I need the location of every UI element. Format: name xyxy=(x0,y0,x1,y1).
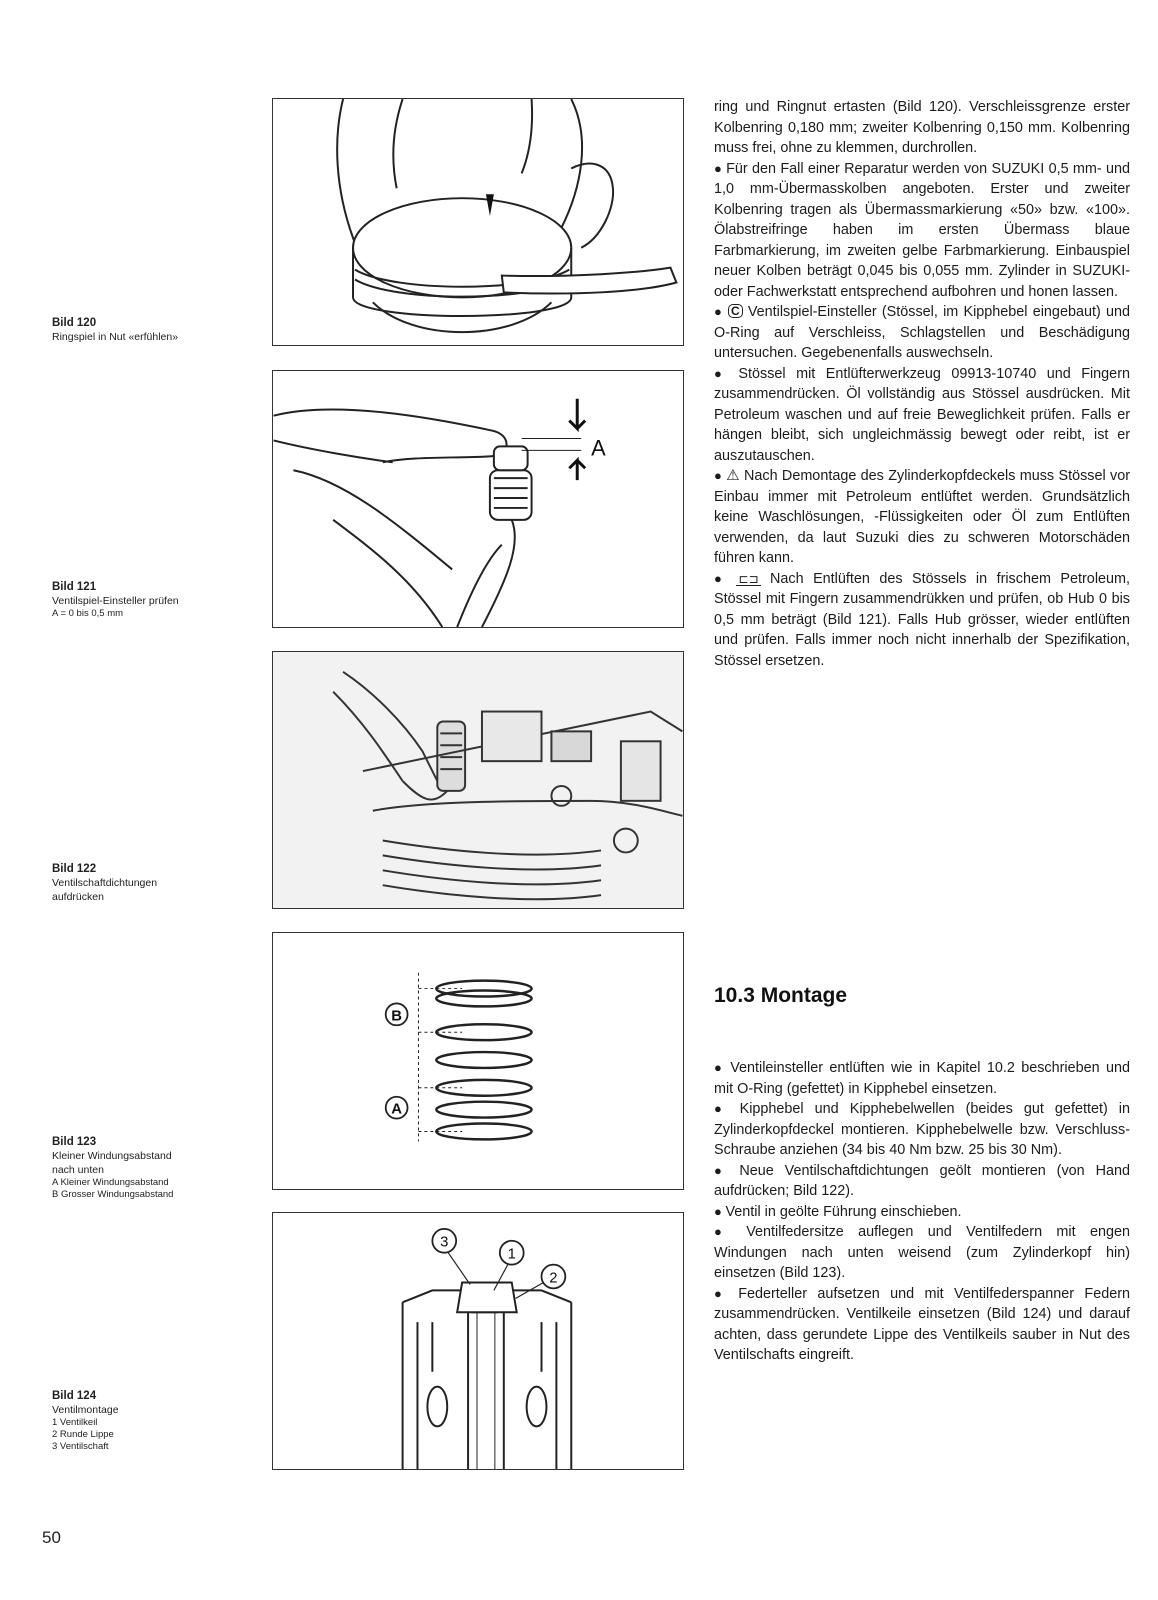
list-item: ● Ventil in geölte Führung einschieben. xyxy=(714,1202,1130,1223)
section-heading: 10.3 Montage xyxy=(714,984,848,1007)
paragraph-text: Stössel mit Entlüfterwerkzeug 09913-10740 und Fingern zusammendrücken. Öl vollständig aus Stössel ausdrücken. Mit Petroleum waschen und auf freie Beweglichkeit prüfen. Falls er hängen bleibt, sich ungleichmässig bewegt oder reibt, ist er auszutauschen. xyxy=(714,365,1130,464)
label-2: 2 xyxy=(549,1270,558,1287)
caption-bild-123 xyxy=(52,1135,252,1201)
paragraph xyxy=(714,159,1130,303)
valve-spring-illustration xyxy=(273,933,683,1189)
section-body xyxy=(714,1058,1130,1366)
paragraph xyxy=(714,466,1130,569)
figure-bild-122 xyxy=(272,651,684,909)
caption-text: Ringspiel in Nut «erfühlen» xyxy=(52,331,179,343)
list-item: ● Federteller aufsetzen und mit Ventilfederspanner Federn zusammendrücken. Ventilkeile einsetzen (Bild 124) und darauf achten, dass gerundete Lippe des Ventilkeils sauber in Nut des Ventilschafts eingreift. xyxy=(714,1284,1130,1366)
caption-legend-item: B Grosser Windungsabstand xyxy=(52,1189,174,1200)
list-item: ● Ventileinsteller entlüften wie in Kapitel 10.2 beschrieben und mit O-Ring (gefettet) in Kipphebel einsetzen. xyxy=(714,1058,1130,1099)
caption-text: nach unten xyxy=(52,1164,104,1176)
paragraph-text: Ventilspiel-Einsteller (Stössel, im Kipphebel eingebaut) und O-Ring auf Verschleiss, Schlagstellen und Beschädigung untersuchen. Gegebenenfalls auswechseln. xyxy=(714,304,1130,361)
caption-text: A = 0 bis 0,5 mm xyxy=(52,608,124,619)
caption-legend-item: A Kleiner Windungsabstand xyxy=(52,1177,169,1188)
body-text xyxy=(714,97,1130,671)
check-symbol-icon: C xyxy=(728,304,743,318)
caption-legend-item: 3 Ventilschaft xyxy=(52,1441,109,1452)
paragraph-text: Nach Demontage des Zylinderkopfdeckels muss Stössel vor Einbau immer mit Petroleum entlüftet werden. Grundsätzlich keine Waschlösungen, -Flüssigkeiten oder Öl zum Entlüften verwenden, da laut Suzuki dies zu schweren Motorschäden führen kann. xyxy=(714,468,1131,566)
paragraph xyxy=(714,302,1130,364)
caption-text: Ventilschaftdichtungen xyxy=(52,877,158,889)
caption-text: Ventilmontage xyxy=(52,1404,119,1416)
label-a: A xyxy=(591,435,606,461)
label-3: 3 xyxy=(440,1234,449,1251)
list-item: ● Neue Ventilschaftdichtungen geölt montieren (von Hand aufdrücken; Bild 122). xyxy=(714,1161,1130,1202)
valve-seal-photo xyxy=(273,652,683,908)
page-number: 50 xyxy=(42,1528,61,1547)
paragraph xyxy=(714,364,1130,467)
piston-illustration xyxy=(273,99,683,345)
caption-text: Kleiner Windungsabstand xyxy=(52,1150,172,1162)
caption-title: Bild 124 xyxy=(52,1390,97,1402)
caption-title: Bild 121 xyxy=(52,581,97,593)
tappet-illustration xyxy=(273,371,683,627)
caption-text: Ventilspiel-Einsteller prüfen xyxy=(52,595,179,607)
label-b: B xyxy=(391,1008,403,1025)
figure-bild-124 xyxy=(272,1212,684,1470)
gauge-tool-icon: ⊏⊐ xyxy=(738,571,759,586)
caption-bild-124 xyxy=(52,1389,252,1453)
caption-bild-121 xyxy=(52,580,252,620)
label-a: A xyxy=(391,1101,403,1118)
paragraph-text: Nach Entlüften des Stössels in frischem Petroleum, Stössel mit Fingern zusammendrükken und prüfen, ob Hub 0 bis 0,5 mm beträgt (Bild 121). Falls Hub grösser, wieder entlüften und prüfen. Falls immer noch nicht innerhalb der Spezifikation, Stössel ersetzen. xyxy=(714,570,1131,669)
list-item: ● Ventilfedersitze auflegen und Ventilfedern mit engen Windungen nach unten weisend (zum Zylinderkopf hin) einsetzen (Bild 123). xyxy=(714,1222,1130,1284)
caption-legend-item: 2 Runde Lippe xyxy=(52,1429,114,1440)
figure-bild-121 xyxy=(272,370,684,628)
figure-bild-120 xyxy=(272,98,684,346)
figure-bild-123 xyxy=(272,932,684,1190)
caption-bild-122 xyxy=(52,862,252,904)
warning-icon: ⚠ xyxy=(726,467,740,484)
label-1: 1 xyxy=(507,1246,516,1263)
caption-title: Bild 123 xyxy=(52,1136,97,1148)
caption-legend-item: 1 Ventilkeil xyxy=(52,1417,98,1428)
caption-bild-120 xyxy=(52,316,252,344)
paragraph xyxy=(714,569,1130,672)
valve-assembly-illustration xyxy=(273,1213,683,1469)
caption-title: Bild 120 xyxy=(52,317,97,329)
paragraph: ring und Ringnut ertasten (Bild 120). Verschleissgrenze erster Kolbenring 0,180 mm; zweiter Kolbenring 0,150 mm. Kolbenring muss frei, ohne zu klemmen, durchrollen. xyxy=(714,99,1130,156)
paragraph-text: Für den Fall einer Reparatur werden von SUZUKI 0,5 mm- und 1,0 mm-Übermasskolben angeboten. Erster und zweiter Kolbenring tragen als Übermassmarkierung «50» bzw. «100». Ölabstreifringe haben im ersten Übermass blaue Farbmarkierung, im zweiten gelbe Farbmarkierung. Einbauspiel neuer Kolben beträgt 0,045 bis 0,055 mm. Zylinder in SUZUKI- oder Fachwerkstatt entsprechend aufbohren und honen lassen. xyxy=(714,160,1130,300)
caption-text: aufdrücken xyxy=(52,891,104,903)
list-item: ● Kipphebel und Kipphebelwellen (beides gut gefettet) in Zylinderkopfdeckel montieren. Kipphebelwelle bzw. Verschluss-Schraube anziehen (34 bis 40 Nm bzw. 25 bis 30 Nm). xyxy=(714,1099,1130,1161)
caption-title: Bild 122 xyxy=(52,863,97,875)
